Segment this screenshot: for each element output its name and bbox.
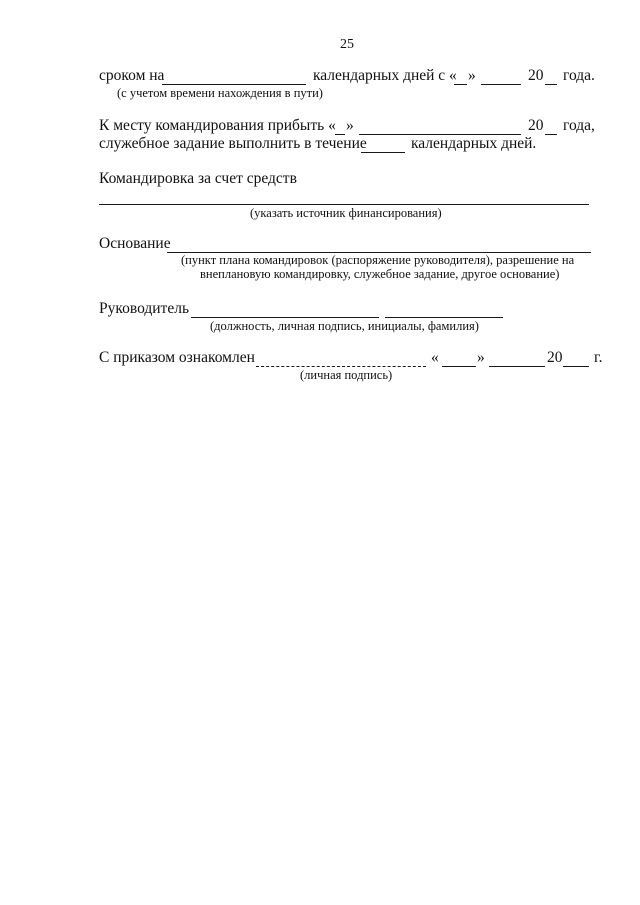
arrival-quote-close: » (346, 117, 354, 134)
start-year-prefix: 20 (528, 67, 544, 84)
travel-time-note: (с учетом времени нахождения в пути) (117, 86, 323, 100)
arrival-year-suffix: года, (563, 117, 595, 134)
acknowledged-year-suffix: г. (594, 349, 603, 366)
manager-label: Руководитель (99, 300, 190, 317)
personal-signature-note: (личная подпись) (300, 368, 393, 382)
acknowledged-quote-open: « (431, 349, 439, 366)
term-prefix-label: сроком на (99, 67, 165, 84)
acknowledged-label: С приказом ознакомлен (99, 349, 255, 366)
start-day-quote-close: » (468, 67, 476, 84)
funding-label: Командировка за счет средств (99, 170, 297, 187)
start-year-suffix: года. (563, 67, 595, 84)
acknowledged-year-prefix: 20 (547, 349, 563, 366)
task-days-blank (361, 152, 405, 153)
basis-note-line2: внеплановую командировку, служебное задание, другое основание) (200, 267, 560, 281)
calendar-days-from-label: календарных дней с « (313, 67, 457, 84)
page-number: 25 (340, 37, 354, 52)
manager-name-blank (385, 317, 503, 318)
funding-source-note: (указать источник финансирования) (250, 206, 442, 220)
start-year-blank (545, 84, 557, 85)
manager-position-blank (191, 317, 379, 318)
term-days-blank (162, 84, 306, 85)
basis-label: Основание (99, 235, 171, 252)
start-month-blank (481, 84, 521, 85)
arrival-year-blank (545, 134, 557, 135)
acknowledged-year-blank (563, 366, 589, 367)
acknowledged-signature-blank (256, 366, 426, 367)
acknowledged-quote-close: » (477, 349, 485, 366)
acknowledged-day-blank (442, 366, 476, 367)
basis-note-line1: (пункт плана командировок (распоряжение руководителя), разрешение на (181, 253, 575, 267)
arrival-year-prefix: 20 (528, 117, 544, 134)
acknowledged-month-blank (489, 366, 545, 367)
manager-note: (должность, личная подпись, инициалы, фамилия) (210, 319, 479, 333)
funding-source-blank (99, 204, 589, 205)
task-days-suffix: календарных дней. (411, 135, 537, 152)
start-day-blank (454, 84, 467, 85)
task-duration-label: служебное задание выполнить в течение (99, 135, 367, 152)
arrival-label: К месту командирования прибыть « (99, 117, 336, 134)
